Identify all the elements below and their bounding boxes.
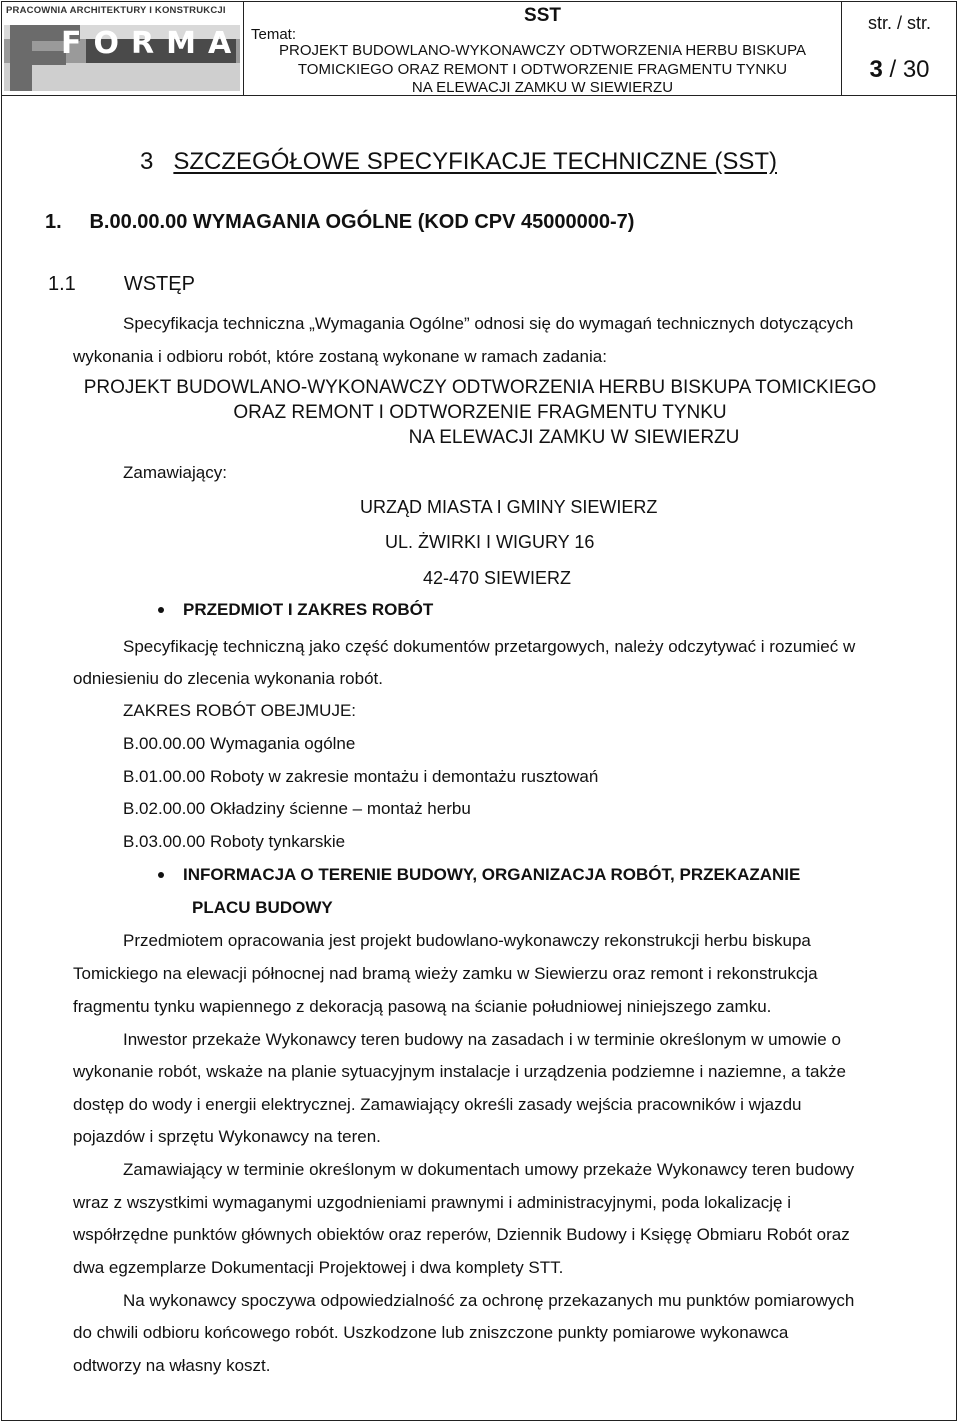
paragraph-line: dostęp do wody i energii elektrycznej. Zamawiający określi zasady wejścia pracowników i wjazdu	[73, 1095, 802, 1114]
intro-line: Specyfikacja techniczna „Wymagania Ogólne” odnosi się do wymagań technicznych dotyczących	[123, 314, 854, 333]
paragraph-line: wykonanie robót, wskaże na planie sytuacyjnym instalacje i urządzenia podziemne i naziemne, a także	[73, 1062, 846, 1081]
paragraph-line: Tomickiego na elewacji północnej nad bramą wieży zamku w Siewierzu oraz remont i rekonstrukcja	[73, 964, 818, 983]
bullet-icon	[158, 872, 164, 878]
header-topic-cell	[244, 1, 842, 95]
topic-line: PROJEKT BUDOWLANO-WYKONAWCZY ODTWORZENIA HERBU BISKUPA	[279, 42, 806, 59]
logo-caption: PRACOWNIA ARCHITEKTURY I KONSTRUKCJI	[6, 5, 226, 16]
paragraph-line: wraz z wszystkimi wymaganymi uzgodnieniami prawnymi i administracyjnymi, poda lokalizację i	[73, 1193, 792, 1212]
bullet-heading: PRZEDMIOT I ZAKRES ROBÓT	[183, 600, 434, 619]
bullet-icon	[158, 607, 164, 613]
topic-line: TOMICKIEGO ORAZ REMONT I ODTWORZENIE FRAGMENTU TYNKU	[297, 60, 788, 78]
company-logo	[1, 1, 244, 95]
paragraph-line: pojazdów i sprzętu Wykonawcy na teren.	[73, 1127, 381, 1146]
subsection-title: WSTĘP	[123, 273, 195, 295]
paragraph-line: odtworzy na własny koszt.	[73, 1356, 271, 1375]
scope-item: B.02.00.00 Okładziny ścienne – montaż herbu	[123, 799, 471, 818]
paragraph-line: Zamawiający w terminie określonym w dokumentach umowy przekaże Wykonawcy teren budowy	[123, 1160, 855, 1179]
page-total: / 30	[889, 56, 930, 83]
section-heading	[45, 211, 634, 234]
page-number	[842, 56, 957, 84]
paragraph-line: fragmentu tynku wapiennego z dekoracją pasową na ścianie południowej niniejszego zamku.	[73, 997, 772, 1016]
page-current: 3	[869, 56, 883, 83]
doc-code: SST	[524, 5, 561, 26]
bullet-heading: INFORMACJA O TERENIE BUDOWY, ORGANIZACJA ROBÓT, PRZEKAZANIE	[183, 865, 801, 884]
project-name-line: ORAZ REMONT I ODTWORZENIE FRAGMENTU TYNKU	[233, 402, 727, 423]
chapter-title-text: SZCZEGÓŁOWE SPECYFIKACJE TECHNICZNE (SST)	[173, 148, 777, 175]
topic-line: NA ELEWACJI ZAMKU W SIEWIERZU	[411, 79, 674, 96]
scope-heading: ZAKRES ROBÓT OBEJMUJE:	[123, 701, 357, 720]
topic-text	[244, 42, 841, 98]
client-line: UL. ŻWIRKI I WIGURY 16	[385, 532, 595, 552]
scope-intro-line: odniesieniu do zlecenia wykonania robót.	[73, 669, 383, 688]
bullet-heading-cont: PLACU BUDOWY	[192, 898, 333, 917]
scope-item: B.01.00.00 Roboty w zakresie montażu i demontażu rusztowań	[123, 767, 599, 786]
header-page-cell	[842, 1, 957, 95]
intro-line: wykonania i odbioru robót, które zostaną wykonane w ramach zadania:	[73, 347, 607, 366]
document-header	[1, 1, 957, 96]
section-title: B.00.00.00 WYMAGANIA OGÓLNE (KOD CPV 45000000-7)	[89, 211, 635, 233]
scope-item: B.03.00.00 Roboty tynkarskie	[123, 832, 346, 851]
paragraph-line: Inwestor przekaże Wykonawcy teren budowy na zasadach i w terminie określonym w umowie o	[123, 1030, 841, 1049]
section-number: 1.	[45, 211, 62, 233]
scope-intro-line: Specyfikację techniczną jako część dokumentów przetargowych, należy odczytywać i rozumieć w	[123, 637, 856, 656]
chapter-number: 3	[140, 148, 154, 175]
chapter-title	[140, 148, 777, 176]
subsection-number: 1.1	[48, 273, 76, 295]
paragraph-line: współrzędne punktów głównych obiektów oraz reperów, Dziennik Budowy i Księgę Obmiaru Robót oraz	[73, 1225, 850, 1244]
subsection-heading	[48, 273, 195, 296]
client-label: Zamawiający:	[123, 463, 227, 482]
paragraph-line: dwa egzemplarze Dokumentacji Projektowej i dwa komplety STT.	[73, 1258, 564, 1277]
logo-word: FORMA	[61, 26, 244, 61]
paragraph-line: do chwili odbioru końcowego robót. Uszkodzone lub zniszczone punkty pomiarowe wykonawca	[73, 1323, 789, 1342]
client-line: 42-470 SIEWIERZ	[423, 568, 572, 588]
topic-label: Temat:	[251, 26, 297, 43]
project-name-line: PROJEKT BUDOWLANO-WYKONAWCZY ODTWORZENIA HERBU BISKUPA TOMICKIEGO	[83, 377, 877, 398]
client-line: URZĄD MIASTA I GMINY SIEWIERZ	[360, 497, 658, 517]
project-name-line: NA ELEWACJI ZAMKU W SIEWIERZU	[408, 427, 740, 448]
scope-item: B.00.00.00 Wymagania ogólne	[123, 734, 356, 753]
paragraph-line: Na wykonawcy spoczywa odpowiedzialność za ochronę przekazanych mu punktów pomiarowych	[123, 1291, 855, 1310]
paragraph-line: Przedmiotem opracowania jest projekt budowlano-wykonawczy rekonstrukcji herbu biskupa	[123, 931, 811, 950]
page-label: str. / str.	[867, 13, 931, 33]
